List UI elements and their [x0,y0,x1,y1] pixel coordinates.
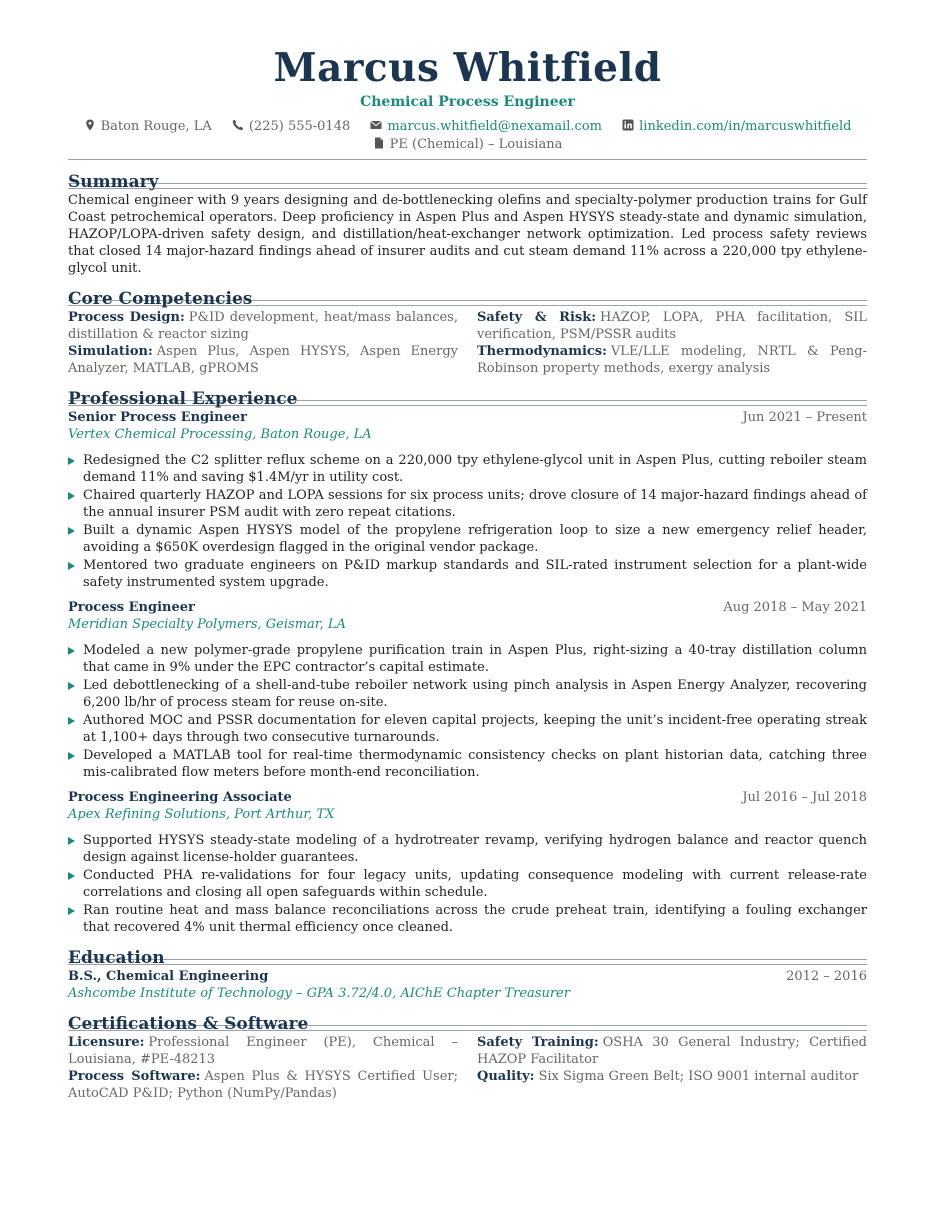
bullet-text: Supported HYSYS steady-state modeling of a hydrotreater revamp, verifying hydrogen balance and reactor quench design against license-holder guarantees. [83,833,867,865]
section-rule [68,183,867,184]
bullet-item [68,902,867,936]
section-heading [68,391,867,409]
bullet-item [68,712,867,746]
certification-label: Process Software: [68,1069,201,1084]
competencies-grid [68,309,867,377]
triangle-bullet-icon [68,717,75,725]
bullet-text: Chaired quarterly HAZOP and LOPA sessions for six process units; drove closure of 14 major-hazard findings ahead of the annual insurer PSM audit with zero repeat citations. [83,488,867,520]
summary-title: Summary [68,172,159,192]
triangle-bullet-icon [68,837,75,845]
triangle-bullet-icon [68,907,75,915]
competency-item [477,343,867,377]
job-employer: Vertex Chemical Processing, Baton Rouge, LA [68,427,372,442]
phone-icon [232,119,244,131]
competency-item [68,309,458,343]
job-employer: Apex Refining Solutions, Port Arthur, TX [68,807,335,822]
job-title: Process Engineering Associate [68,790,292,805]
summary-section [68,174,867,277]
section-rule [68,188,867,189]
certification-text: OSHA 30 General Industry; Certified HAZOP Facilitator [477,1035,867,1067]
section-rule [68,959,867,960]
competency-label: Process Design: [68,310,185,325]
education-dates: 2012 – 2016 [786,969,867,984]
contact-bar [68,118,867,154]
job-header [68,789,867,806]
bullet-text: Modeled a new polymer-grade propylene purification train in Aspen Plus, right-sizing a 40-tray distillation column that came in 9% under the EPC contractor’s capital estimate. [83,643,867,675]
triangle-bullet-icon [68,527,75,535]
job-dates: Aug 2018 – May 2021 [723,600,867,615]
triangle-bullet-icon [68,492,75,500]
competency-item [68,343,458,377]
section-heading [68,291,867,309]
job-entry [68,789,867,936]
envelope-icon [370,119,382,131]
competency-text: P&ID development, heat/mass balances, distillation & reactor sizing [68,310,458,342]
education-section [68,950,867,1002]
linkedin-icon [622,119,634,131]
section-heading [68,950,867,968]
resume-page [68,44,867,1102]
header-divider [68,159,867,160]
section-heading [68,174,867,192]
certification-label: Safety Training: [477,1035,599,1050]
education-header [68,968,867,985]
competency-text: VLE/LLE modeling, NRTL & Peng-Robinson property methods, exergy analysis [477,344,867,376]
job-bullets [68,832,867,936]
competency-item [477,309,867,343]
contact-license [373,137,563,152]
certification-text: Aspen Plus & HYSYS Certified User; AutoCAD P&ID; Python (NumPy/Pandas) [68,1069,458,1101]
certifications-section [68,1016,867,1102]
competency-label: Simulation: [68,344,153,359]
bullet-text: Developed a MATLAB tool for real-time thermodynamic consistency checks on plant historian data, catching three mis-calibrated flow meters before month-end reconciliation. [83,748,867,780]
bullet-item [68,522,867,556]
candidate-name: Marcus Whitfield [273,45,662,91]
job-dates: Jul 2016 – Jul 2018 [742,790,867,805]
bullet-item [68,677,867,711]
competency-text: Aspen Plus, Aspen HYSYS, Aspen Energy Analyzer, MATLAB, gPROMS [68,344,458,376]
section-rule [68,964,867,965]
location-text: Baton Rouge, LA [100,119,212,134]
job-bullets [68,642,867,781]
map-pin-icon [84,119,96,131]
job-title: Senior Process Engineer [68,410,247,425]
bullet-text: Led debottlenecking of a shell-and-tube reboiler network using pinch analysis in Aspen Energy Analyzer, recovering 6,200 lb/hr of process steam for reuse on-site. [83,678,867,710]
certification-label: Licensure: [68,1035,145,1050]
bullet-item [68,747,867,781]
job-employer: Meridian Specialty Polymers, Geismar, LA [68,617,346,632]
bullet-item [68,642,867,676]
competencies-title: Core Competencies [68,289,253,309]
job-header [68,599,867,616]
contact-email[interactable] [370,119,602,134]
triangle-bullet-icon [68,562,75,570]
bullet-text: Mentored two graduate engineers on P&ID markup standards and SIL-rated instrument selection for a plant-wide safety instrumented system upgrade. [83,558,867,590]
triangle-bullet-icon [68,647,75,655]
document-icon [373,137,385,149]
phone-text: (225) 555-0148 [248,119,351,134]
certification-item [477,1034,867,1068]
certification-item [68,1034,458,1068]
bullet-text: Authored MOC and PSSR documentation for eleven capital projects, keeping the unit’s incident-free operating streak at 1,100+ days through two consecutive turnarounds. [83,713,867,745]
candidate-role: Chemical Process Engineer [360,94,575,110]
certifications-title: Certifications & Software [68,1014,309,1034]
job-bullets [68,452,867,591]
job-title: Process Engineer [68,600,195,615]
license-text: PE (Chemical) – Louisiana [389,137,563,152]
section-heading [68,1016,867,1034]
bullet-item [68,832,867,866]
job-entry [68,599,867,781]
contact-linkedin[interactable] [622,119,851,134]
certifications-grid [68,1034,867,1102]
certification-item [477,1068,867,1102]
bullet-text: Conducted PHA re-validations for four legacy units, updating consequence modeling with current release-rate correlations and closing all open safeguards within schedule. [83,868,867,900]
education-detail: Ashcombe Institute of Technology – GPA 3.72/4.0, AIChE Chapter Treasurer [68,986,570,1001]
competencies-section [68,291,867,377]
bullet-item [68,557,867,591]
summary-text: Chemical engineer with 9 years designing and de-bottlenecking olefins and specialty-polymer production trains for Gulf Coast petrochemical operators. Deep proficiency in Aspen Plus and Aspen HYSYS steady-state and dynamic simulation, HAZOP/LOPA-driven safety design, and distillation/heat-exchanger network optimization. Led process safety reviews that closed 14 major-hazard findings ahead of insurer audits and cut steam demand 11% across a 220,000 tpy ethylene-glycol unit. [68,193,867,276]
certification-text: Six Sigma Green Belt; ISO 9001 internal auditor [538,1069,859,1084]
competency-label: Thermodynamics: [477,344,607,359]
triangle-bullet-icon [68,457,75,465]
experience-title: Professional Experience [68,389,298,409]
bullet-item [68,867,867,901]
competency-label: Safety & Risk: [477,310,597,325]
job-header [68,409,867,426]
certification-item [68,1068,458,1102]
email-link[interactable]: marcus.whitfield@nexamail.com [387,119,602,134]
resume-header [68,44,867,160]
contact-phone[interactable] [232,119,350,134]
linkedin-link[interactable]: linkedin.com/in/marcuswhitfield [639,119,852,134]
competency-text: HAZOP, LOPA, PHA facilitation, SIL verification, PSM/PSSR audits [477,310,867,342]
job-entry [68,409,867,591]
triangle-bullet-icon [68,872,75,880]
certification-label: Quality: [477,1069,535,1084]
bullet-text: Built a dynamic Aspen HYSYS model of the propylene refrigeration loop to size a new emergency relief header, avoiding a $650K overdesign flagged in the original vendor package. [83,523,867,555]
bullet-text: Redesigned the C2 splitter reflux scheme on a 220,000 tpy ethylene-glycol unit in Aspen Plus, cutting reboiler steam demand 11% and saving $1.4M/yr in utility cost. [83,453,867,485]
job-dates: Jun 2021 – Present [742,410,867,425]
bullet-item [68,452,867,486]
contact-location [84,119,212,134]
bullet-text: Ran routine heat and mass balance reconciliations across the crude preheat train, identifying a fouling exchanger that recovered 4% unit thermal efficiency once cleaned. [83,903,867,935]
certification-text: Professional Engineer (PE), Chemical – Louisiana, #PE-48213 [68,1035,458,1067]
triangle-bullet-icon [68,752,75,760]
degree: B.S., Chemical Engineering [68,969,269,984]
triangle-bullet-icon [68,682,75,690]
bullet-item [68,487,867,521]
education-title: Education [68,948,165,968]
experience-section [68,391,867,936]
